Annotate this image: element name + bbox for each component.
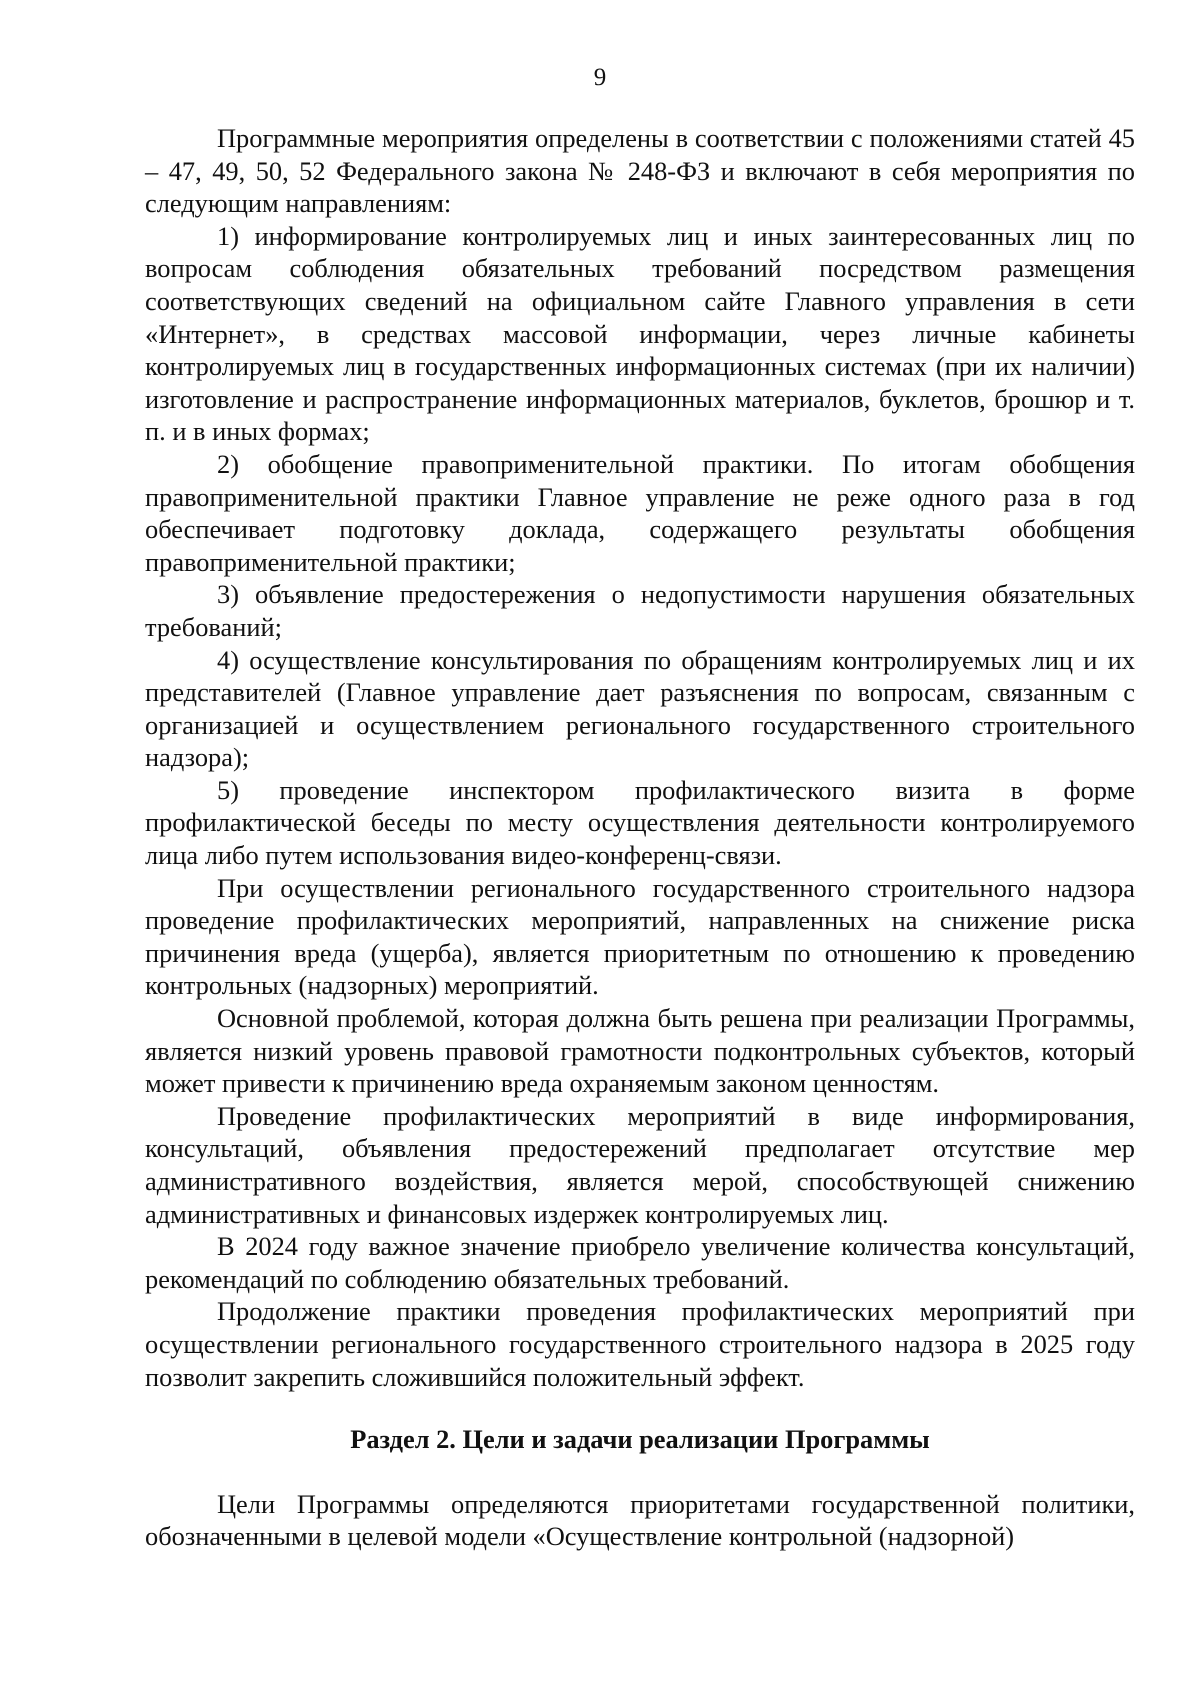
list-item-1-informing: 1) информирование контролируемых лиц и иных заинтересованных лиц по вопросам соблюдения обязательных требований посредством размещения соответствующих сведений на официальном сайте Главного управления в сети «Интернет», в средствах массовой информации, через личные кабинеты контролируемых лиц в государственных информационных системах (при их наличии) изготовление и распространение информационных материалов, буклетов, брошюр и т. п. и в иных формах; — [145, 220, 1135, 447]
list-item-3-warning: 3) объявление предостережения о недопустимости нарушения обязательных требований; — [145, 579, 1135, 642]
paragraph-2024: В 2024 году важное значение приобрело увеличение количества консультаций, рекомендаций по соблюдению обязательных требований. — [145, 1231, 1135, 1294]
list-item-4-consulting: 4) осуществление консультирования по обращениям контролируемых лиц и их представителей (Главное управление дает разъяснения по вопросам, связанным с организацией и осуществлением регионального государственного строительного надзора); — [145, 644, 1135, 773]
paragraph-continuation: Продолжение практики проведения профилактических мероприятий при осуществлении регионального государственного строительного надзора в 2025 году позволит закрепить сложившийся положительный эффект. — [145, 1296, 1135, 1392]
document-body — [145, 122, 1135, 1553]
paragraph-main-problem: Основной проблемой, которая должна быть решена при реализации Программы, является низкий уровень правовой грамотности подконтрольных субъектов, который может привести к причинению вреда охраняемым законом ценностям. — [145, 1003, 1135, 1099]
paragraph-intro: Программные мероприятия определены в соответствии с положениями статей 45 – 47, 49, 50, 52 Федерального закона № 248-ФЗ и включают в себя мероприятия по следующим направлениям: — [145, 123, 1135, 219]
paragraph-measures: Проведение профилактических мероприятий в виде информирования, консультаций, объявления предостережений предполагает отсутствие мер административного воздействия, является мерой, способствующей снижению административных и финансовых издержек контролируемых лиц. — [145, 1100, 1135, 1229]
section-heading: Раздел 2. Цели и задачи реализации Программы — [350, 1424, 930, 1455]
paragraph-priority: При осуществлении регионального государственного строительного надзора проведение профилактических мероприятий, направленных на снижение риска причинения вреда (ущерба), является приоритетным по отношению к проведению контрольных (надзорных) мероприятий. — [145, 872, 1135, 1001]
paragraph-goals: Цели Программы определяются приоритетами государственной политики, обозначенными в целевой модели «Осуществление контрольной (надзорной) — [145, 1488, 1135, 1552]
list-item-5-visit: 5) проведение инспектором профилактического визита в форме профилактической беседы по месту осуществления деятельности контролируемого лица либо путем использования видео-конференц-связи. — [145, 774, 1135, 871]
page-number: 9 — [593, 64, 607, 91]
list-item-2-generalization: 2) обобщение правоприменительной практики. По итогам обобщения правоприменительной практики Главное управление не реже одного раза в год обеспечивает подготовку доклада, содержащего результаты обобщения правоприменительной практики; — [145, 448, 1135, 577]
